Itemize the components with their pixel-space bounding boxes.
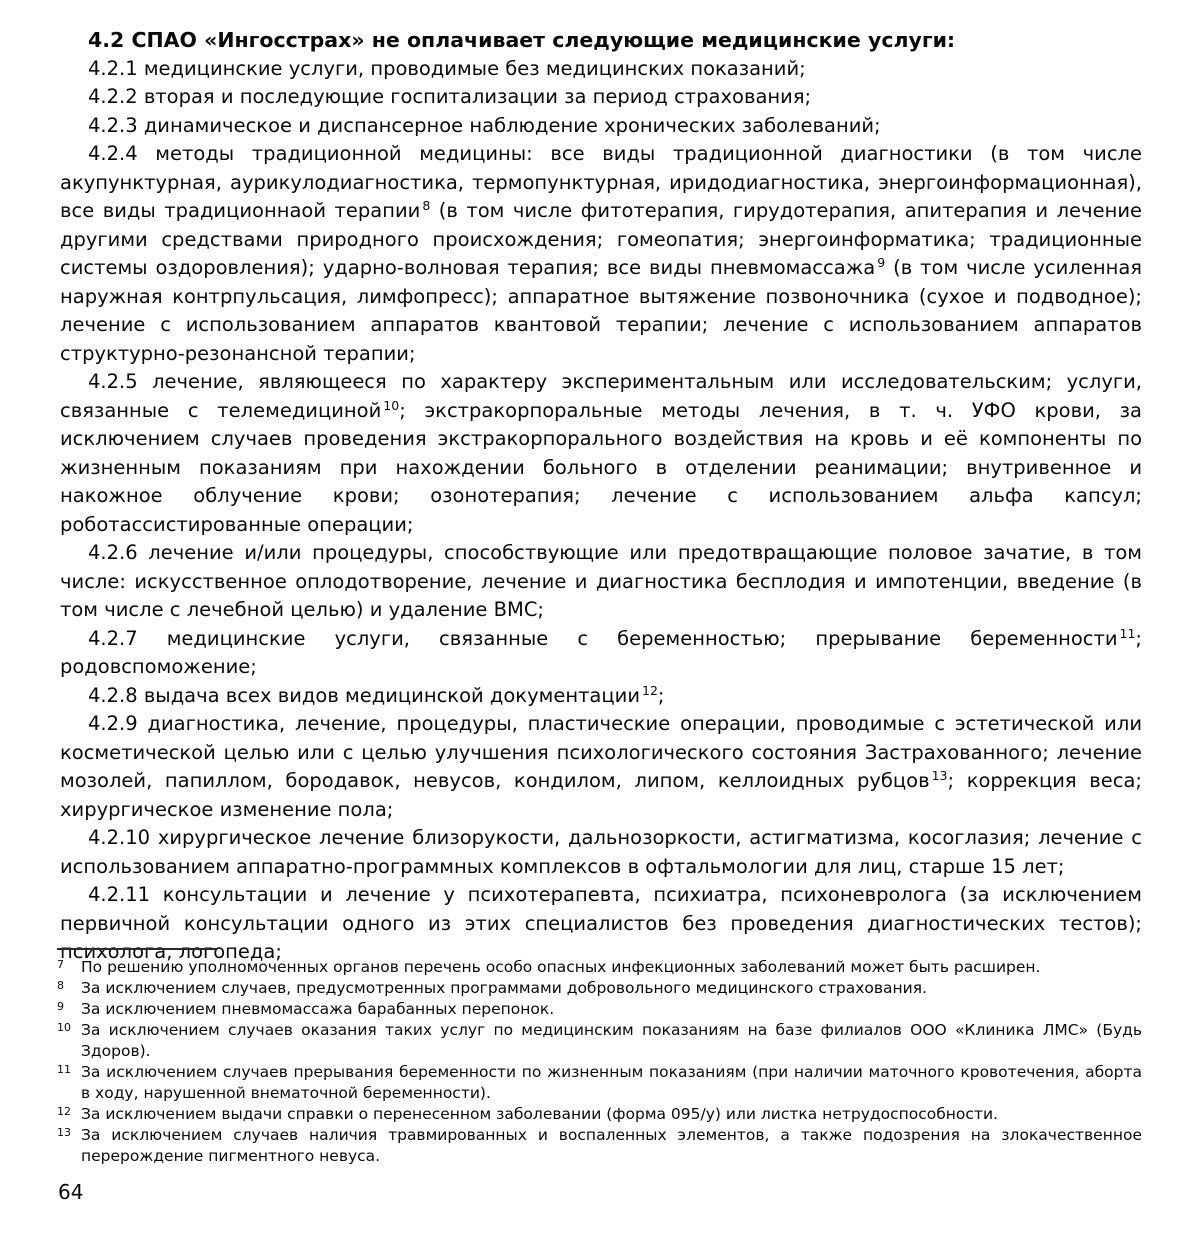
footnote-9 <box>57 999 1142 1020</box>
document-body <box>60 26 1142 967</box>
footnotes-list <box>57 957 1142 1167</box>
footnote-number: 9 <box>57 1000 64 1013</box>
footnote-ref-9: 9 <box>877 255 886 270</box>
section-heading: 4.2 СПАО «Ингосстрах» не оплачивает следующие медицинские услуги: <box>88 28 956 52</box>
footnote-number: 13 <box>57 1126 71 1139</box>
footnote-text: За исключением случаев, предусмотренных программами добровольного медицинского страхования. <box>81 979 927 997</box>
paragraph-4-2-8: 4.2.8 выдача всех видов медицинской документации $^{12}$; <box>88 682 665 707</box>
footnote-10 <box>57 1020 1142 1062</box>
footnote-ref-10: 10 <box>383 397 400 413</box>
footnote-ref-13: 13 <box>931 768 948 783</box>
paragraph-4-2-2: 4.2.2 вторая и последующие госпитализации за период страхования; <box>88 85 812 108</box>
footnote-13 <box>57 1125 1142 1167</box>
footnote-number: 10 <box>57 1021 71 1034</box>
page-number: 64 <box>58 1180 84 1204</box>
footnote-text: За исключением случаев оказания таких услуг по медицинским показаниям на базе филиалов ООО «Клиника ЛМС» (Будь Здоров). <box>81 1021 1142 1060</box>
paragraph-4-2-6: 4.2.6 лечение и/или процедуры, способствующие или предотвращающие половое зачатие, в том числе: искусственное оплодотворение, лечение и диагностика бесплодия и импотенции, введение (в том числе с лечебной целью) и удаление ВМС; <box>60 541 1142 621</box>
paragraph-4-2-3: 4.2.3 динамическое и диспансерное наблюдение хронических заболеваний; <box>88 113 881 137</box>
footnote-text: По решению уполномоченных органов перечень особо опасных инфекционных заболеваний может быть расширен. <box>81 958 1041 976</box>
footnote-ref-12: 12 <box>642 682 658 698</box>
footnote-ref-8: 8 <box>422 198 431 213</box>
footnote-number: 12 <box>57 1105 71 1118</box>
footnote-text: За исключением случаев наличия травмированных и воспаленных элементов, а также подозрения на злокачественное перерождение пигментного невуса. <box>81 1126 1142 1165</box>
footnote-ref-11: 11 <box>1119 625 1136 641</box>
footnote-11 <box>57 1062 1142 1104</box>
paragraph-4-2-5: 4.2.5 лечение, являющееся по характеру экспериментальным или исследовательским; услуги, связанные с телемедициной $^{10}$; экстракорпоральные методы лечения, в т. ч. УФО крови, за исключением случаев проведения экстракорпорального воздействия на кровь и её компоненты по жизненным показаниям при нахождении больного в отделении реанимации; внутривенное и накожное облучение крови; озонотерапия; лечение с использованием альфа капсул; роботассистированные операции; <box>60 370 1142 536</box>
footnotes-section <box>57 948 1142 1167</box>
paragraph-4-2-9: 4.2.9 диагностика, лечение, процедуры, пластические операции, проводимые с эстетической или косметической целью или с целью улучшения психологического состояния Застрахованного; лечение мозолей, папиллом, бородавок, невусов, кондилом, липом, келлоидных рубцов $^{13}$; коррекция веса; хирургическое изменение пола; <box>60 712 1142 821</box>
paragraph-4-2-1: 4.2.1 медицинские услуги, проводимые без медицинских показаний; <box>88 56 806 80</box>
footnote-divider <box>57 948 217 950</box>
footnote-text: За исключением пневмомассажа барабанных перепонок. <box>81 1000 555 1018</box>
footnote-text: За исключением случаев прерывания беременности по жизненным показаниям (при наличии маточного кровотечения, аборта в ходу, нарушенной внематочной беременности). <box>81 1063 1142 1102</box>
footnote-8 <box>57 978 1142 999</box>
paragraphs <box>60 55 1142 967</box>
footnote-text: За исключением выдачи справки о перенесенном заболевании (форма 095/у) или листка нетрудоспособности. <box>81 1105 998 1123</box>
footnote-7 <box>57 957 1142 978</box>
footnote-12 <box>57 1104 1142 1125</box>
footnote-number: 8 <box>57 979 64 992</box>
paragraph-4-2-11: 4.2.11 консультации и лечение у психотерапевта, психиатра, психоневролога (за исключением первичной консультации одного из этих специалистов без проведения диагностических тестов); психолога, логопеда; <box>60 883 1142 963</box>
paragraph-4-2-4: 4.2.4 методы традиционной медицины: все виды традиционной диагностики (в том числе акупунктурная, аурикулодиагностика, термопунктурная, иридодиагностика, энергоинформационная), все виды традиционнаой терапии $^8$ (в том числе фитотерапия, гирудотерапия, апитерапия и лечение другими средствами природного происхождения; гомеопатия; энергоинформатика; традиционные системы оздоровления); ударно-волновая терапия; все виды пневмомассажа $^9$ (в том числе усиленная наружная контрпульсация, лимфопресс); аппаратное вытяжение позвоночника (сухое и подводное); лечение с использованием аппаратов квантовой терапии; лечение с использованием аппаратов структурно-резонансной терапии; <box>60 142 1142 365</box>
footnote-number: 7 <box>57 958 64 971</box>
paragraph-4-2-7: 4.2.7 медицинские услуги, связанные с беременностью; прерывание беременности $^{11}$; родовспоможение; <box>60 625 1142 678</box>
footnote-number: 11 <box>57 1063 71 1076</box>
paragraph-4-2-10: 4.2.10 хирургическое лечение близорукости, дальнозоркости, астигматизма, косоглазия; лечение с использованием аппаратно-программных комплексов в офтальмологии для лиц, старше 15 лет; <box>60 826 1142 878</box>
